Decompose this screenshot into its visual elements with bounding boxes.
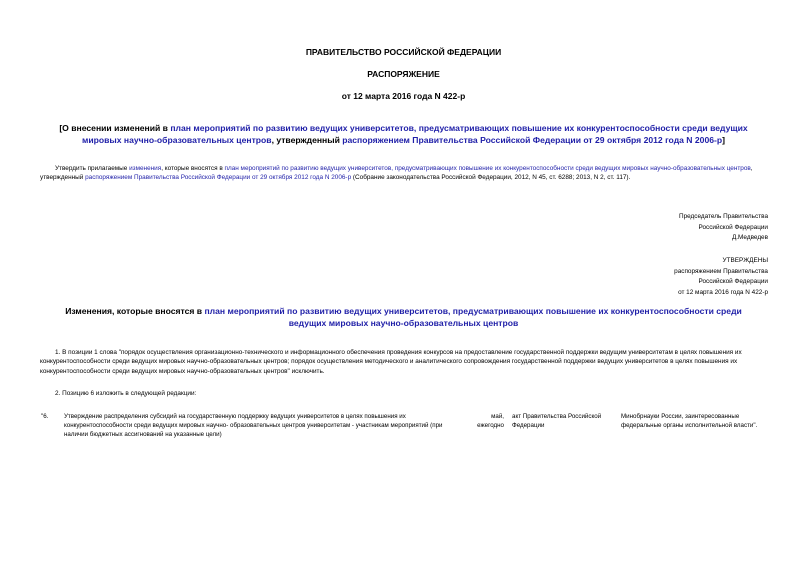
signature-block — [679, 212, 768, 244]
para1-text-2: , которые вносятся в — [161, 165, 225, 172]
title-decree-link[interactable]: распоряжением Правительства Российской Федерации от 29 октября 2012 года N 2006-р — [342, 135, 723, 145]
signature-line-2: Российской Федерации — [698, 223, 768, 231]
signature-line-1: Председатель Правительства — [679, 213, 768, 220]
para1-text-4: (Собрание законодательства Российской Федерации, 2012, N 45, ст. 6288; 2013, N 2, ст. 117). — [351, 174, 631, 182]
row-act: акт Правительства Российской Федерации — [512, 413, 602, 429]
approved-block — [674, 256, 768, 298]
main-paragraph — [40, 164, 767, 183]
approved-line-3: Российской Федерации — [698, 278, 768, 286]
title-open: [О внесении изменений в — [59, 123, 171, 133]
changes-link[interactable]: изменения — [129, 165, 162, 172]
changes-title — [50, 305, 757, 329]
para1-text-1: Утвердить прилагаемые — [55, 165, 130, 172]
approved-line-4: от 12 марта 2016 года N 422-р — [678, 288, 768, 296]
item-2: 2. Позицию 6 изложить в следующей редакции: — [55, 390, 197, 397]
changes-title-plan-link[interactable]: план мероприятий по развитию ведущих университетов, предусматривающих повышение их конкурентоспособности среди ведущих мировых научно-образовательных центров — [204, 306, 742, 328]
title-plan-link[interactable]: план мероприятий по развитию ведущих университетов, предусматривающих повышение их конкурентоспособности среди ведущих мировых научно-образовательных центров — [81, 123, 748, 145]
approved-line-1: УТВЕРЖДЕНЫ — [722, 257, 768, 264]
row-description: Утверждение распределения субсидий на государственную поддержку ведущих университетов в целях повышения их конкурентоспособности среди ведущих мировых научно- образовательных центров университетам - участникам мероприятий (при наличии бюджетных ассигнований на указанные цели) — [64, 413, 443, 438]
title-close: ] — [722, 135, 726, 145]
signature-line-3: Д.Медведев — [731, 234, 768, 242]
row-term: май, ежегодно — [477, 413, 504, 429]
doc-type-heading: РАСПОРЯЖЕНИЕ — [367, 69, 440, 79]
plan-link[interactable]: план мероприятий по развитию ведущих университетов, предусматривающих повышение их конкурентоспособности среди ведущих мировых научно-образовательных центров — [224, 165, 751, 172]
decree-link[interactable]: распоряжением Правительства Российской Федерации от 29 октября 2012 года N 2006-р — [85, 174, 352, 182]
para1-text-3: , утвержденный — [40, 165, 753, 182]
row-responsible: Минобрнауки России, заинтересованные федеральные органы исполнительной власти". — [621, 413, 758, 429]
title-mid: , утвержденный — [271, 135, 343, 145]
item-1: 1. В позиции 1 слова "порядок осуществления организационно-технического и информационного обеспечения проведения конкурсов на предоставление государственной поддержки ведущим университетам в целях повышения их конкурентоспособности среди ведущих мировых научно-образовательных центров; порядок осуществления методического и аналитического сопровождения государственной поддержки ведущих университетов в целях повышения их конкурентоспособности среди ведущих мировых научно-образовательных центров" исключить. — [40, 349, 742, 375]
row-number: "6. — [41, 413, 49, 420]
changes-title-text: Изменения, которые вносятся в — [65, 306, 205, 316]
date-line: от 12 марта 2016 года N 422-р — [341, 91, 466, 101]
document-title — [40, 122, 767, 146]
approved-line-2: распоряжением Правительства — [674, 267, 768, 275]
org-heading: ПРАВИТЕЛЬСТВО РОССИЙСКОЙ ФЕДЕРАЦИИ — [305, 47, 502, 57]
